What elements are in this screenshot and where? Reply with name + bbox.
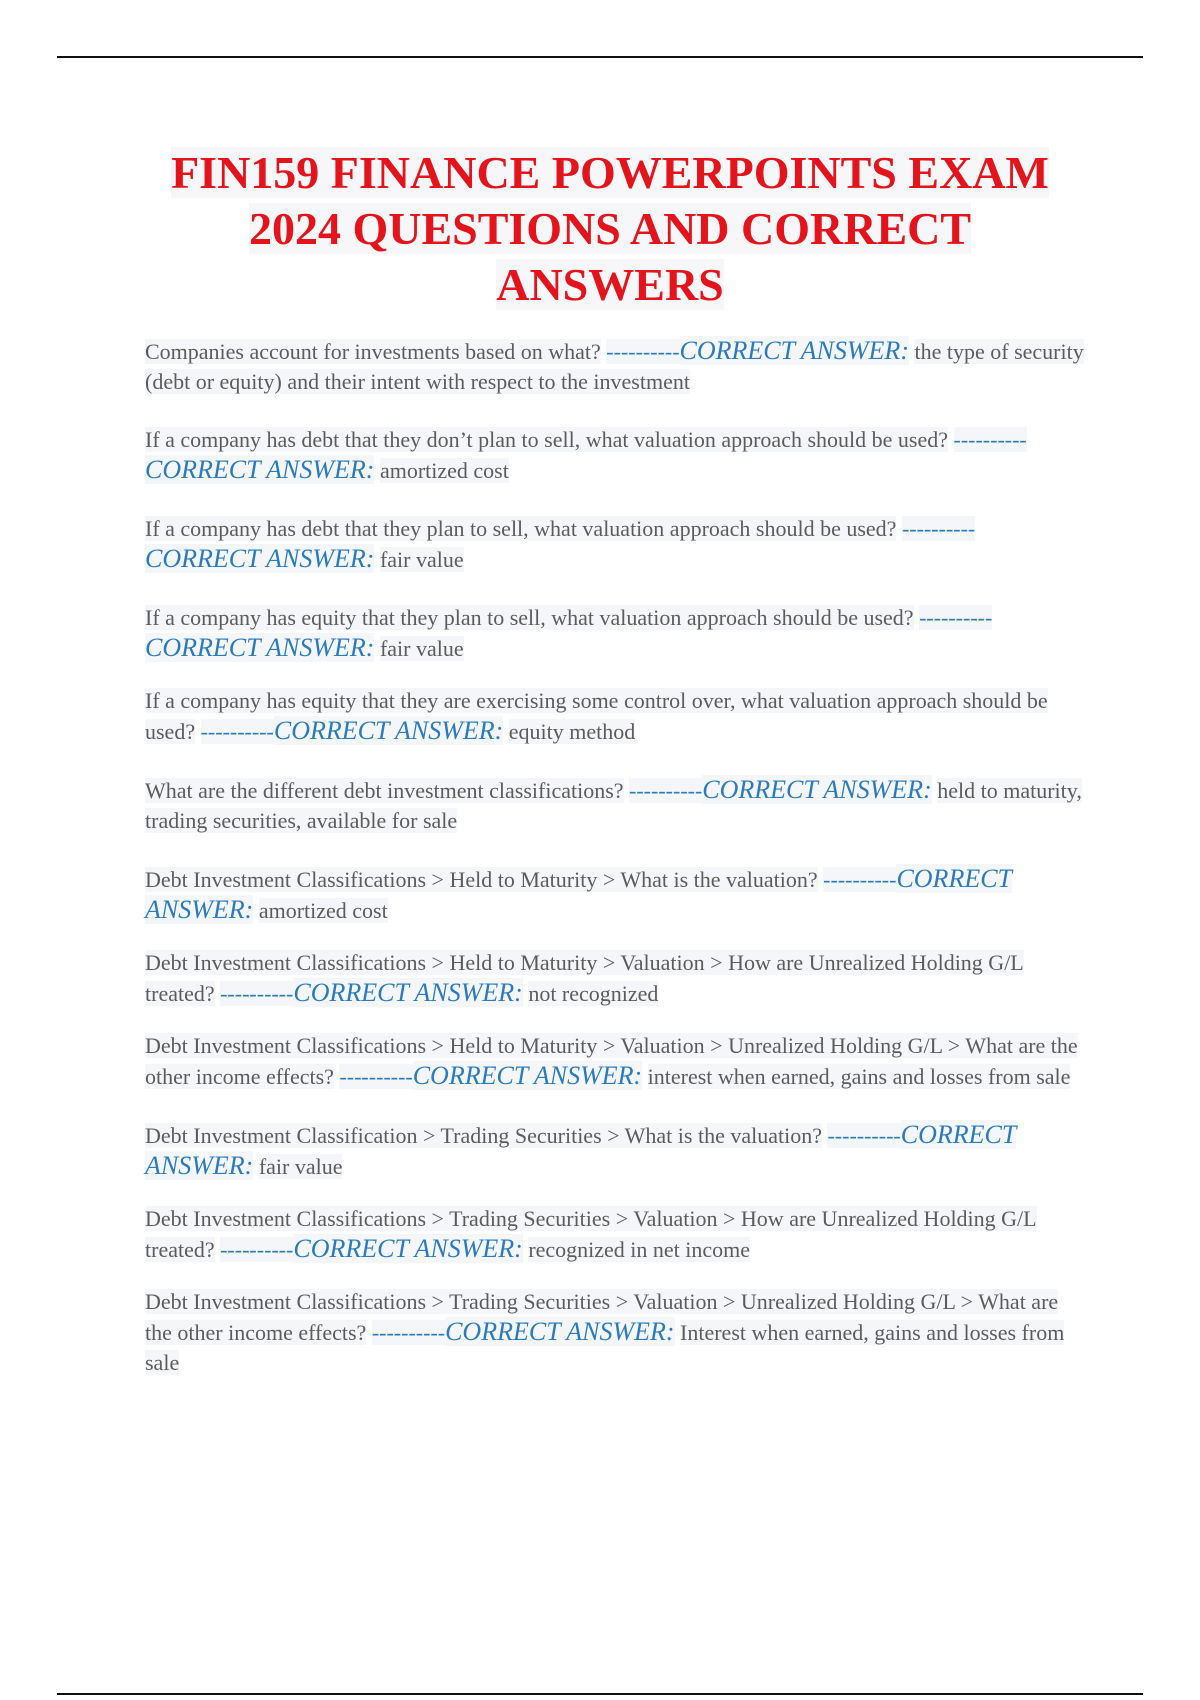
answer-text: held to maturity, trading securities, available for sale: [145, 778, 1082, 833]
answer-text: recognized in net income: [528, 1237, 751, 1262]
question-text: If a company has equity that they plan to sell, what valuation approach should be used?: [145, 605, 914, 630]
qa-item: [145, 1287, 1085, 1378]
question-text: If a company has equity that they are exercising some control over, what valuation approach should be used?: [145, 688, 1048, 744]
answer-text: Interest when earned, gains and losses from sale: [145, 1320, 1065, 1375]
qa-item: [145, 775, 1085, 836]
correct-answer-label: CORRECT ANSWER:: [679, 336, 909, 365]
question-text: Debt Investment Classifications > Trading Securities > Valuation > Unrealized Holding G/L > What are the other income effects?: [145, 1289, 1059, 1345]
answer-separator: ----------: [339, 1064, 413, 1089]
qa-item: [145, 336, 1085, 397]
answer-separator: ----------: [901, 516, 976, 541]
correct-answer-label: CORRECT ANSWER:: [145, 864, 1013, 924]
answer-separator: ----------: [606, 339, 680, 364]
answer-text: the type of security (debt or equity) and their intent with respect to the investment: [145, 339, 1084, 394]
answer-text: amortized cost: [258, 898, 388, 923]
bottom-rule: [57, 1693, 1143, 1695]
qa-item: [145, 425, 1085, 486]
qa-item: [145, 864, 1085, 926]
answer-text: fair value: [379, 547, 464, 572]
answer-separator: ----------: [629, 778, 703, 803]
qa-item: [145, 514, 1085, 575]
answer-text: fair value: [379, 636, 464, 661]
answer-text: interest when earned, gains and losses from sale: [647, 1064, 1071, 1089]
answer-separator: ----------: [220, 1237, 294, 1262]
correct-answer-label: CORRECT ANSWER:: [145, 633, 375, 662]
answer-separator: ----------: [200, 719, 274, 744]
correct-answer-label: CORRECT ANSWER:: [412, 1061, 643, 1090]
question-text: Companies account for investments based on what?: [145, 339, 601, 364]
correct-answer-label: CORRECT ANSWER:: [145, 1120, 1017, 1180]
question-text: If a company has debt that they plan to sell, what valuation approach should be used?: [145, 516, 897, 541]
answer-text: equity method: [508, 719, 636, 744]
question-text: What are the different debt investment classifications?: [145, 778, 624, 803]
question-text: Debt Investment Classifications > Held to Maturity > Valuation > How are Unrealized Holding G/L treated?: [145, 950, 1024, 1006]
answer-separator: ----------: [919, 605, 993, 630]
correct-answer-label: CORRECT ANSWER:: [702, 775, 932, 804]
qa-item: [145, 603, 1085, 664]
document-title-text: FIN159 FINANCE POWERPOINTS EXAM 2024 QUESTIONS AND CORRECT ANSWERS: [171, 147, 1049, 310]
qa-item: [145, 686, 1085, 747]
qa-item: [145, 1204, 1085, 1265]
question-text: Debt Investment Classifications > Held to Maturity > What is the valuation?: [145, 867, 818, 892]
answer-separator: ----------: [823, 867, 897, 892]
document-title: [140, 145, 1080, 313]
answer-text: amortized cost: [379, 458, 509, 483]
question-text: Debt Investment Classifications > Trading Securities > Valuation > How are Unrealized Holding G/L treated?: [145, 1206, 1037, 1262]
answer-separator: ----------: [371, 1320, 446, 1345]
correct-answer-label: CORRECT ANSWER:: [273, 716, 504, 745]
qa-item: [145, 948, 1085, 1009]
qa-list: [145, 336, 1085, 1378]
correct-answer-label: CORRECT ANSWER:: [293, 978, 523, 1007]
answer-text: not recognized: [528, 981, 659, 1006]
correct-answer-label: CORRECT ANSWER:: [145, 455, 375, 484]
top-rule: [57, 56, 1143, 58]
answer-text: fair value: [258, 1154, 343, 1179]
correct-answer-label: CORRECT ANSWER:: [445, 1317, 675, 1346]
correct-answer-label: CORRECT ANSWER:: [293, 1234, 523, 1263]
answer-separator: ----------: [827, 1123, 901, 1148]
answer-separator: ----------: [953, 427, 1027, 452]
answer-separator: ----------: [220, 981, 294, 1006]
qa-item: [145, 1031, 1085, 1092]
question-text: If a company has debt that they don’t plan to sell, what valuation approach should be used?: [145, 427, 948, 452]
question-text: Debt Investment Classification > Trading Securities > What is the valuation?: [145, 1123, 822, 1148]
qa-item: [145, 1120, 1085, 1182]
question-text: Debt Investment Classifications > Held to Maturity > Valuation > Unrealized Holding G/L > What are the other income effects?: [145, 1033, 1078, 1089]
correct-answer-label: CORRECT ANSWER:: [145, 544, 375, 573]
